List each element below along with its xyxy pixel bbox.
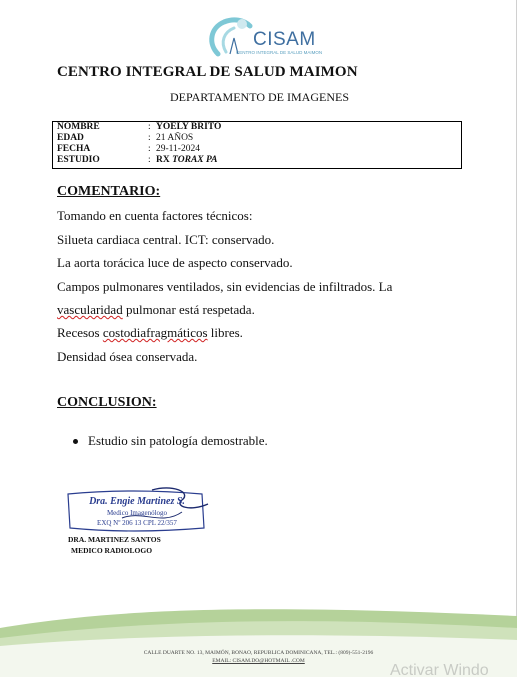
study-value [156, 155, 217, 166]
conclusion-heading: CONCLUSION: [57, 395, 157, 410]
comment-line [57, 325, 243, 341]
info-separator: : [148, 122, 151, 132]
conclusion-item: Estudio sin patología demostrable. [88, 433, 268, 448]
cisam-logo [200, 14, 330, 58]
stamp-doctor-name: Dra. Engie Martinez S. [89, 496, 185, 507]
doctor-stamp [62, 482, 212, 538]
study-type: TORAX PA [172, 155, 218, 165]
flagged-word: costodiafragmáticos [102, 325, 208, 340]
info-label: FECHA [57, 144, 91, 154]
comment-line: Silueta cardiaca central. ICT: conservado. [57, 232, 275, 247]
exam-date-value: 29-11-2024 [156, 144, 200, 154]
signature-title: MEDICO RADIOLOGO [71, 546, 153, 555]
line-text: libres. [207, 325, 243, 340]
logo-subtitle: CENTRO INTEGRAL DE SALUD MAIMON [236, 50, 323, 55]
info-separator: : [148, 144, 151, 154]
comment-heading: COMENTARIO: [57, 184, 161, 199]
info-label: NOMBRE [57, 122, 100, 132]
info-label: EDAD [57, 133, 84, 143]
comment-line [57, 302, 255, 318]
stamp-license: EXQ Nº 206 13 CPL 22/357 [97, 519, 177, 527]
info-label: ESTUDIO [57, 155, 100, 165]
line-text: Recesos [57, 325, 103, 340]
stamp-specialty: Medico Imagenólogo [106, 509, 168, 517]
comment-line: La aorta torácica luce de aspecto conservado. [57, 255, 293, 270]
patient-age-value: 21 AÑOS [156, 133, 194, 143]
info-separator: : [148, 155, 151, 165]
comment-line: Densidad ósea conservada. [57, 349, 198, 364]
study-prefix: RX [156, 155, 173, 165]
bullet-icon [73, 439, 78, 444]
logo-name: CISAM [253, 29, 316, 50]
line-text: pulmonar está respetada. [122, 302, 255, 317]
activation-watermark: Activar Windo [390, 662, 489, 679]
footer-address: CALLE DUARTE NO. 13, MAIMÓN, BONAO, REPUBLICA DOMINICANA, TEL.: (809)-551-2196 [143, 650, 374, 656]
flagged-word: vascularidad [57, 302, 123, 317]
patient-name-value: YOELY BRITO [156, 122, 222, 132]
signature-name: DRA. MARTINEZ SANTOS [68, 535, 161, 544]
comment-line: Campos pulmonares ventilados, sin evidencias de infiltrados. La [57, 279, 393, 294]
info-separator: : [148, 133, 151, 143]
patient-info-box [52, 121, 462, 169]
department-title: DEPARTAMENTO DE IMAGENES [170, 90, 349, 104]
institution-title: CENTRO INTEGRAL DE SALUD MAIMON [57, 64, 358, 80]
comment-line: Tomando en cuenta factores técnicos: [57, 208, 253, 223]
footer-email: EMAIL: CISAM.DO@HOTMAIL .COM [212, 658, 305, 664]
